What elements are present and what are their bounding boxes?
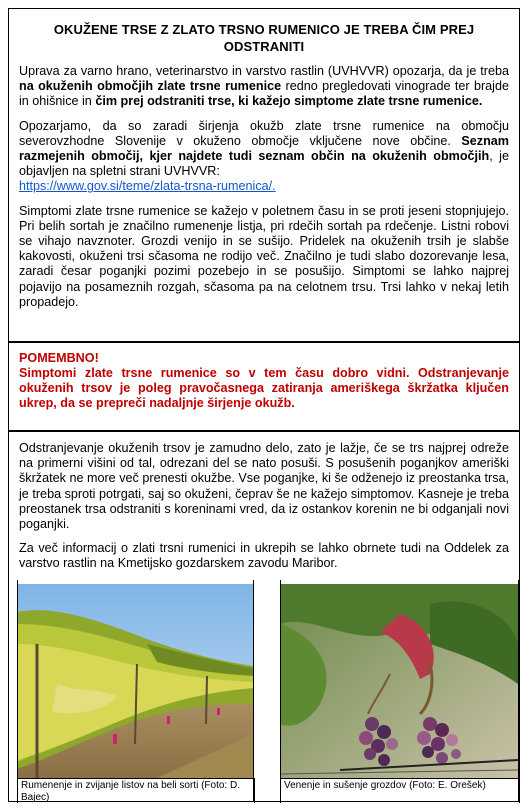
important-notice — [8, 342, 520, 431]
table-border — [518, 580, 519, 802]
contact-paragraph: Za več informacij o zlati trsni rumenici in ukrepih se lahko obrnete tudi na Oddelek za varstvo rastlin na Kmetijsko gozdarskem zavodu Maribor. — [19, 541, 509, 571]
main-section — [8, 8, 520, 342]
municipalities-paragraph: Opozarjamo, da so zaradi širjenja okužb zlate trsne rumenice na območju severovzhodne Slovenije v okuženo območje vključene nove občine. Seznam razmejenih območij, kjer najdete tudi seznam občin na okuženih območjih, je objavljen na spletni strani UVHVVR: https://www.gov.si/teme/zlata-trsna-rumenica/. — [19, 118, 509, 194]
table-border — [253, 580, 254, 802]
vineyard-photo — [17, 584, 253, 778]
document-title: OKUŽENE TRSE Z ZLATO TRSNO RUMENICO JE TREBA ČIM PREJ ODSTRANITI — [53, 22, 475, 54]
table-border — [17, 580, 18, 802]
photo-table — [9, 580, 519, 802]
table-border — [280, 580, 281, 802]
notice-heading: POMEMBNO! — [19, 351, 99, 365]
right-caption-cell — [280, 778, 520, 803]
intro-paragraph: Uprava za varno hrano, veterinarstvo in varstvo rastlin (UVHVVR) opozarja, da je treba na okuženih območjih zlate trsne rumenice redno pregledovati vinograde ter brajde in ohišnice in čim prej odstraniti trse, ki kažejo simptome zlate trsne rumenice. — [19, 64, 509, 109]
right-photo-caption: Venenje in sušenje grozdov (Foto: E. Orešek) — [284, 780, 486, 791]
removal-section — [8, 431, 520, 802]
left-caption-cell — [17, 778, 255, 803]
removal-paragraph: Odstranjevanje okuženih trsov je zamudno delo, zato je lažje, če se trs najprej odreže na primerni višini od tal, odrezani del se nato posuši. S posušenih poganjkov ameriški škržatek ne more več prenesti okužbe. Vse poganjke, ki še odženejo iz preostanka trsa, je treba sproti potrgati, saj so okuženi, čeprav še ne kažejo simptomov. Kasneje je treba preostanek trsa odstraniti s koreninami vred, da iz ostankov korenin ne bi odganjali novi poganjki. — [19, 441, 509, 532]
document-frame — [8, 8, 522, 802]
uvhvvr-link[interactable]: https://www.gov.si/teme/zlata-trsna-rumenica/. — [19, 179, 276, 194]
left-photo-caption: Rumenenje in zvijanje listov na beli sorti (Foto: D. Bajec) — [21, 780, 240, 803]
grapes-photo-image — [280, 584, 518, 778]
symptoms-paragraph: Simptomi zlate trsne rumenice se kažejo v poletnem času in se proti jeseni stopnjujejo. Pri belih sortah je značilno rumenenje listja, pri rdečih sortah pa rdečenje. Listni robovi se vihajo navznoter. Grozdi venijo in se sušijo. Pridelek na okuženih trsih je slabše kakovosti, okuženi trsi sčasoma ne rodijo več. Značilno je tudi slabo dozorevanje lesa, zaradi česar poganjki pozimi pozebejo in se posušijo. Simptomi se lahko najprej pojavijo na posameznih rozgah, sčasoma pa na celotnem trsu. Trsi lahko v nekaj letih propadejo. — [19, 203, 509, 309]
vineyard-photo-image — [17, 584, 253, 778]
grapes-photo — [280, 584, 518, 778]
notice-body: Simptomi zlate trsne rumenice so v tem času dobro vidni. Odstranjevanje okuženih trsov je poleg pravočasnega zatiranja ameriškega škržatka ključen ukrep, da se prepreči nadaljnje širjenje okužb. — [19, 366, 509, 411]
